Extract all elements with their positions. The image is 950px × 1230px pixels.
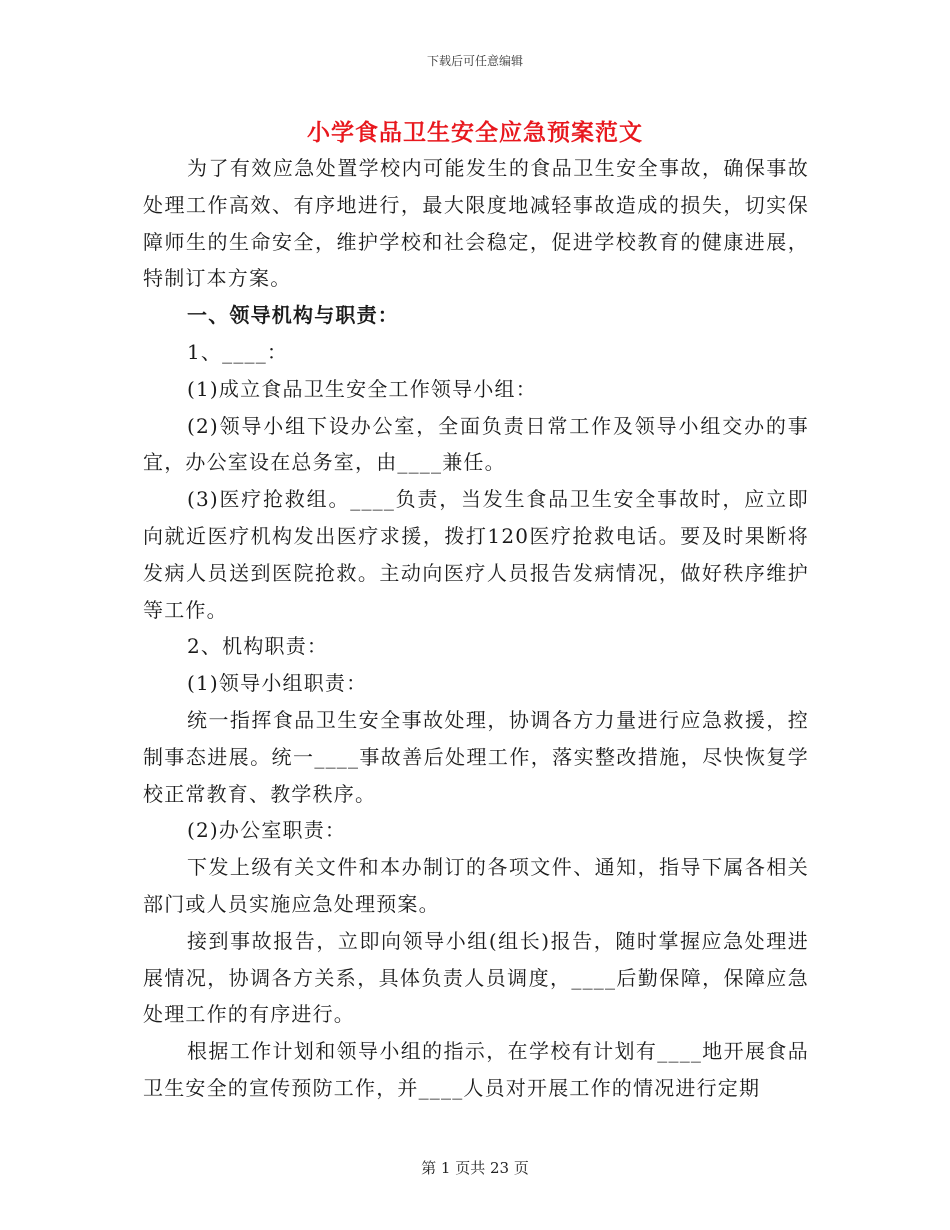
item-2-2-body-b: 接到事故报告，立即向领导小组(组长)报告，随时掌握应急处理进展情况，协调各方关系，具体负责人员调度，____后勤保障，保障应急处理工作的有序进行。 <box>143 928 809 1027</box>
document-title: 小学食品卫生安全应急预案范文 <box>307 119 643 146</box>
item-1-heading: 1、____： <box>187 339 289 364</box>
item-2-2-body-c: 根据工作计划和领导小组的指示，在学校有计划有____地开展食品卫生安全的宣传预防工作，并____人员对开展工作的情况进行定期 <box>143 1039 809 1100</box>
item-1-1: (1)成立食品卫生安全工作领导小组： <box>187 376 537 401</box>
item-1-3: (3)医疗抢救组。____负责，当发生食品卫生安全事故时，应立即向就近医疗机构发出医疗求援，拨打120医疗抢救电话。要及时果断将发病人员送到医院抢救。主动向医疗人员报告发病情况，做好秩序维护等工作。 <box>143 487 809 622</box>
item-2-heading: 2、机构职责： <box>187 634 329 659</box>
item-2-2-heading: (2)办公室职责： <box>187 818 347 843</box>
item-2-1-body: 统一指挥食品卫生安全事故处理，协调各方力量进行应急救援，控制事态进展。统一____事故善后处理工作，落实整改措施，尽快恢复学校正常教育、教学秩序。 <box>143 707 809 806</box>
item-1-2: (2)领导小组下设办公室，全面负责日常工作及领导小组交办的事宜，办公室设在总务室，由____兼任。 <box>143 413 809 475</box>
document-body <box>143 150 809 1107</box>
page-footer: 第 1 页共 23 页 <box>421 1159 529 1177</box>
item-2-2-body-a: 下发上级有关文件和本办制订的各项文件、通知，指导下属各相关部门或人员实施应急处理预案。 <box>143 855 809 916</box>
intro-paragraph: 为了有效应急处置学校内可能发生的食品卫生安全事故，确保事故处理工作高效、有序地进行，最大限度地减轻事故造成的损失，切实保障师生的生命安全，维护学校和社会稳定，促进学校教育的健康进展，特制订本方案。 <box>143 156 809 291</box>
header-note: 下载后可任意编辑 <box>426 54 523 68</box>
section-heading-leadership: 一、领导机构与职责： <box>187 303 399 328</box>
item-2-1-heading: (1)领导小组职责： <box>187 671 368 696</box>
